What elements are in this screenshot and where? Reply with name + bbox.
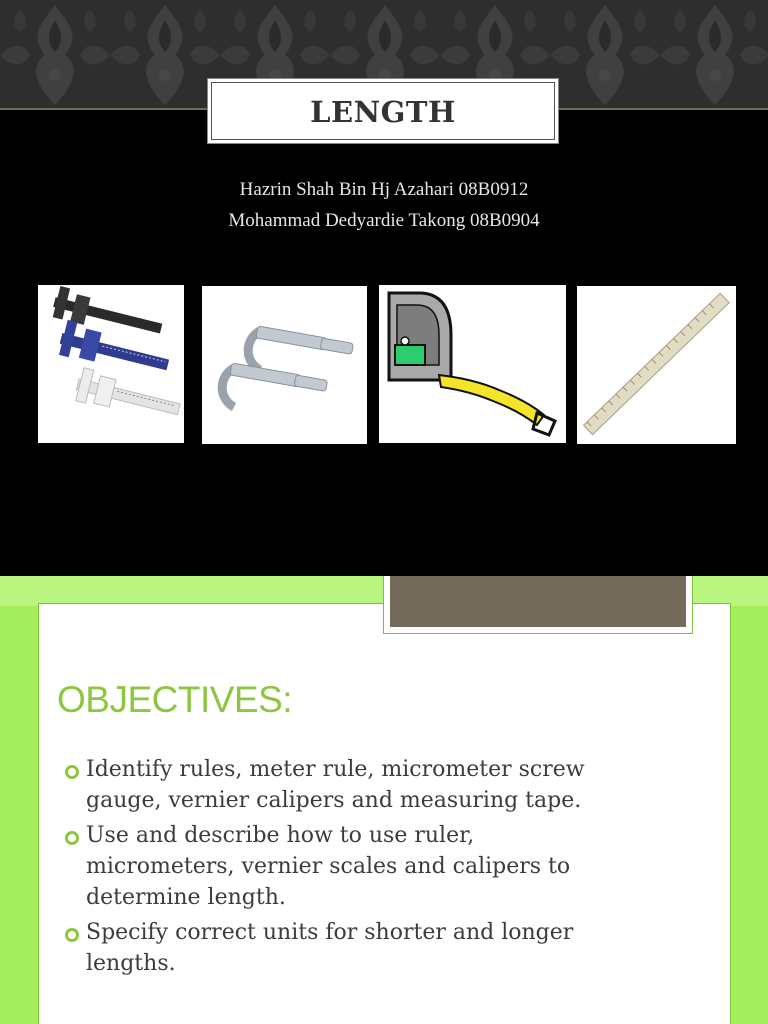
measuring-tape-photo (379, 285, 566, 443)
objectives-heading: OBJECTIVES: (57, 679, 293, 720)
author-line: Hazrin Shah Bin Hj Azahari 08B0912 (239, 179, 529, 200)
list-item-text: Use and describe how to use ruler, micrometers, vernier scales and calipers to determine length. (86, 823, 571, 910)
title-box (207, 78, 559, 144)
list-item (62, 754, 622, 816)
bullet-ring-icon (65, 831, 79, 845)
list-item-text: Specify correct units for shorter and longer lengths. (86, 920, 574, 976)
vernier-calipers-photo (38, 285, 184, 443)
list-item (62, 917, 622, 979)
author-line: Mohammad Dedyardie Takong 08B0904 (228, 210, 540, 231)
bullet-ring-icon (65, 765, 79, 779)
objectives-slide (0, 576, 768, 1024)
bullet-ring-icon (65, 928, 79, 942)
list-item-text: Identify rules, meter rule, micrometer screw gauge, vernier calipers and measuring tape. (86, 757, 585, 813)
slide-title: LENGTH (310, 95, 456, 129)
objectives-list (62, 754, 622, 983)
meter-rule-photo (577, 286, 736, 444)
list-item (62, 820, 622, 913)
header-tab-fill (390, 576, 686, 627)
micrometer-screw-gauge-photo (202, 286, 367, 444)
author-list (0, 174, 768, 236)
header-tab (383, 576, 693, 634)
